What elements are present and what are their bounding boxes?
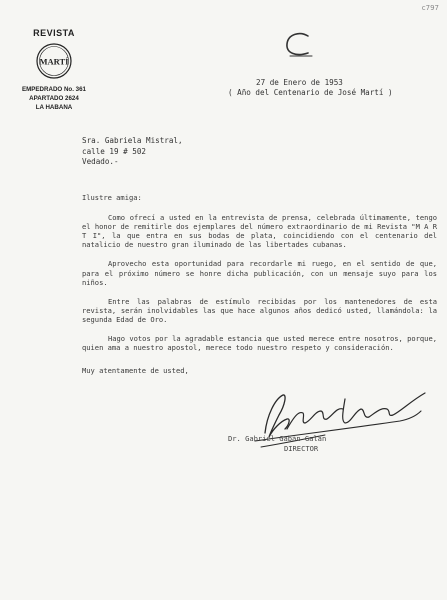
address-line-2: APARTADO 2624 — [29, 95, 79, 102]
paragraph-1: Como ofrecí a usted en la entrevista de prensa, celebrada últimamente, tengo el honor de remitirle dos ejemplares del número extraordinario de mi Revista "M A R T I", la que entra en sus bodas de plata, coincidiendo con el centenario del natalicio de nuestro gran iluminado de las libertades cubanas. — [82, 213, 437, 250]
logo-text: MARTÍ — [39, 56, 69, 67]
addressee-street: calle 19 # 502 — [82, 146, 147, 156]
addressee-city: Vedado.- — [82, 157, 119, 166]
closing: Muy atentamente de usted, — [82, 366, 189, 376]
letterhead-title: REVISTA — [33, 28, 75, 38]
addressee-name: Sra. Gabriela Mistral, — [82, 136, 183, 145]
revista-marti-logo — [36, 43, 72, 79]
signer-block — [228, 434, 326, 454]
date-subtitle: ( Año del Centenario de José Martí ) — [228, 88, 393, 97]
letter-body — [82, 193, 437, 385]
letter-date: 27 de Enero de 1953 — [256, 78, 343, 87]
signer-name: Dr. Gabriel Gabán Galán — [228, 434, 327, 443]
archive-number: c797 — [421, 4, 439, 12]
addressee-block — [82, 136, 183, 168]
paragraph-4: Hago votos por la agradable estancia que usted merece entre nosotros, porque, quien ama a nuestro apostol, merece todo nuestro respeto y consideración. — [82, 334, 437, 353]
paragraph-3: Entre las palabras de estímulo recibidas por los mantenedores de esta revista, serán inolvidables las que hace algunos años dedicó usted, llamándola: la segunda Edad de Oro. — [82, 296, 437, 324]
paragraph-2: Aprovecho esta oportunidad para recordarle mi ruego, en el sentido de que, para el próximo número se honre dicha publicación, con un mensaje suyo para los niños. — [82, 259, 437, 287]
address-line-1: EMPEDRADO No. 361 — [22, 86, 86, 93]
letterhead — [14, 28, 94, 112]
handwritten-c-mark — [282, 30, 316, 64]
signer-title: DIRECTOR — [284, 444, 319, 453]
salutation: Ilustre amiga: — [82, 193, 142, 202]
date-block — [228, 78, 393, 98]
address-line-3: LA HABANA — [35, 104, 73, 111]
